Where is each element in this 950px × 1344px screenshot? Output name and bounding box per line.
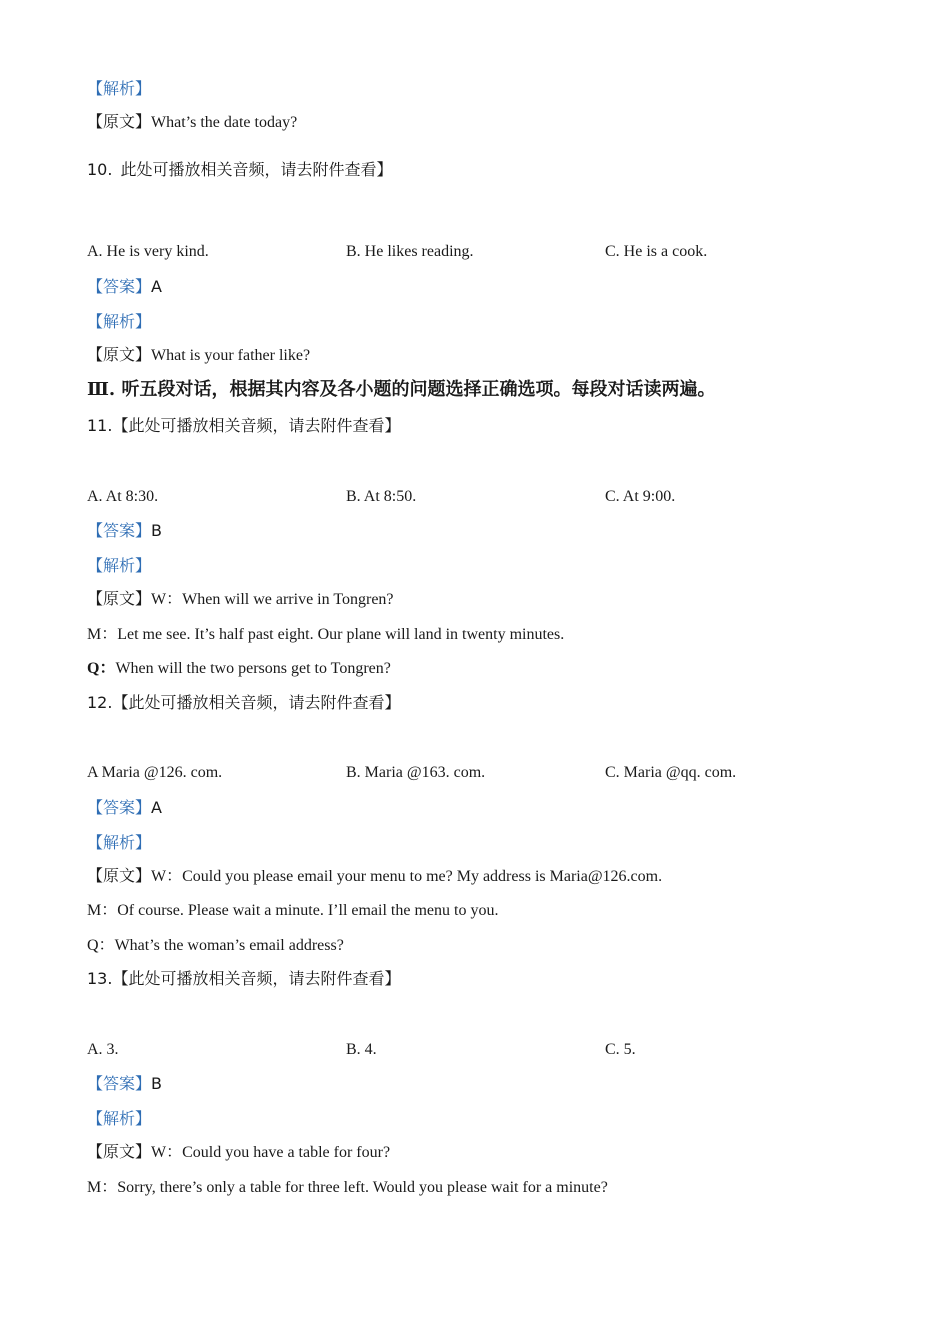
q11-dialog-line-2 [87,625,564,645]
q11-answer-value: B [151,521,162,540]
dialog-text: When will the two persons get to Tongren? [115,660,391,677]
answer-label: 【答案】 [87,523,152,540]
q12-number: 12. [87,693,113,712]
speaker: M： [87,626,118,643]
q13-answer [87,1074,162,1095]
q11-dialog-line-1 [87,590,394,610]
q12-dialog-line-3 [87,936,344,956]
q10-audio-note: 此处可播放相关音频，请去附件查看】 [120,162,393,179]
original-label: 【原文】 [87,1144,152,1161]
q12-dialog-line-1 [87,867,662,887]
q11-header [87,416,400,437]
speaker: Q： [87,937,115,954]
q10-number: 10. [87,160,113,179]
dialog-text: Of course. Please wait a minute. I’ll email the menu to you. [117,902,499,919]
q9-analysis-label: 【解析】 [87,81,152,98]
original-label: 【原文】 [87,347,152,364]
q12-answer-value: A [151,798,162,817]
q13-option-c: C. 5. [605,1041,636,1058]
q13-dialog-line-1 [87,1143,390,1163]
speaker: W： [151,1144,183,1161]
q9-original-text: What’s the date today? [151,114,298,131]
original-label: 【原文】 [87,114,152,131]
q11-option-b: B. At 8:50. [346,488,417,505]
q13-option-a: A. 3. [87,1041,119,1058]
original-label: 【原文】 [87,868,152,885]
q13-number: 13. [87,969,113,988]
q12-answer [87,798,162,819]
q11-dialog-line-3 [87,659,391,679]
speaker: M： [87,1179,118,1196]
q12-dialog-line-2 [87,901,498,921]
q13-analysis-label: 【解析】 [87,1111,152,1128]
speaker: Q： [87,660,116,677]
dialog-text: What’s the woman’s email address? [114,937,344,954]
q10-analysis-label: 【解析】 [87,314,152,331]
q10-option-a: A. He is very kind. [87,243,209,260]
speaker: W： [151,591,183,608]
q12-header [87,693,400,714]
q10-option-c: C. He is a cook. [605,243,708,260]
dialog-text: Sorry, there’s only a table for three left. Would you please wait for a minute? [117,1179,608,1196]
dialog-text: Could you have a table for four? [182,1144,391,1161]
section-3-heading: Ⅲ. 听五段对话，根据其内容及各小题的问题选择正确选项。每段对话读两遍。 [87,379,716,400]
original-label: 【原文】 [87,591,152,608]
q12-option-b: B. Maria @163. com. [346,764,486,781]
dialog-text: Let me see. It’s half past eight. Our plane will land in twenty minutes. [117,626,565,643]
dialog-text: Could you please email your menu to me? My address is Maria@126.com. [182,868,663,885]
q11-audio-note: 【此处可播放相关音频，请去附件查看】 [112,418,401,435]
q12-analysis-label: 【解析】 [87,835,152,852]
speaker: M： [87,902,118,919]
q12-audio-note: 【此处可播放相关音频，请去附件查看】 [112,695,401,712]
q9-original [87,113,297,133]
q13-header [87,969,400,990]
q10-original-text: What is your father like? [151,347,311,364]
q13-audio-note: 【此处可播放相关音频，请去附件查看】 [112,971,401,988]
q11-option-c: C. At 9:00. [605,488,676,505]
q11-option-a: A. At 8:30. [87,488,159,505]
q10-original [87,346,310,366]
q11-analysis-label: 【解析】 [87,558,152,575]
q13-dialog-line-2 [87,1178,608,1198]
q12-option-a: A Maria @126. com. [87,764,223,781]
q12-option-c: C. Maria @qq. com. [605,764,737,781]
q13-option-b: B. 4. [346,1041,377,1058]
q11-answer [87,521,162,542]
speaker: W： [151,868,183,885]
dialog-text: When will we arrive in Tongren? [182,591,394,608]
q10-answer [87,277,162,298]
answer-label: 【答案】 [87,279,152,296]
answer-label: 【答案】 [87,800,152,817]
q11-number: 11. [87,416,113,435]
answer-label: 【答案】 [87,1076,152,1093]
q13-answer-value: B [151,1074,162,1093]
q10-option-b: B. He likes reading. [346,243,474,260]
q10-header [87,160,392,181]
q10-answer-value: A [151,277,162,296]
